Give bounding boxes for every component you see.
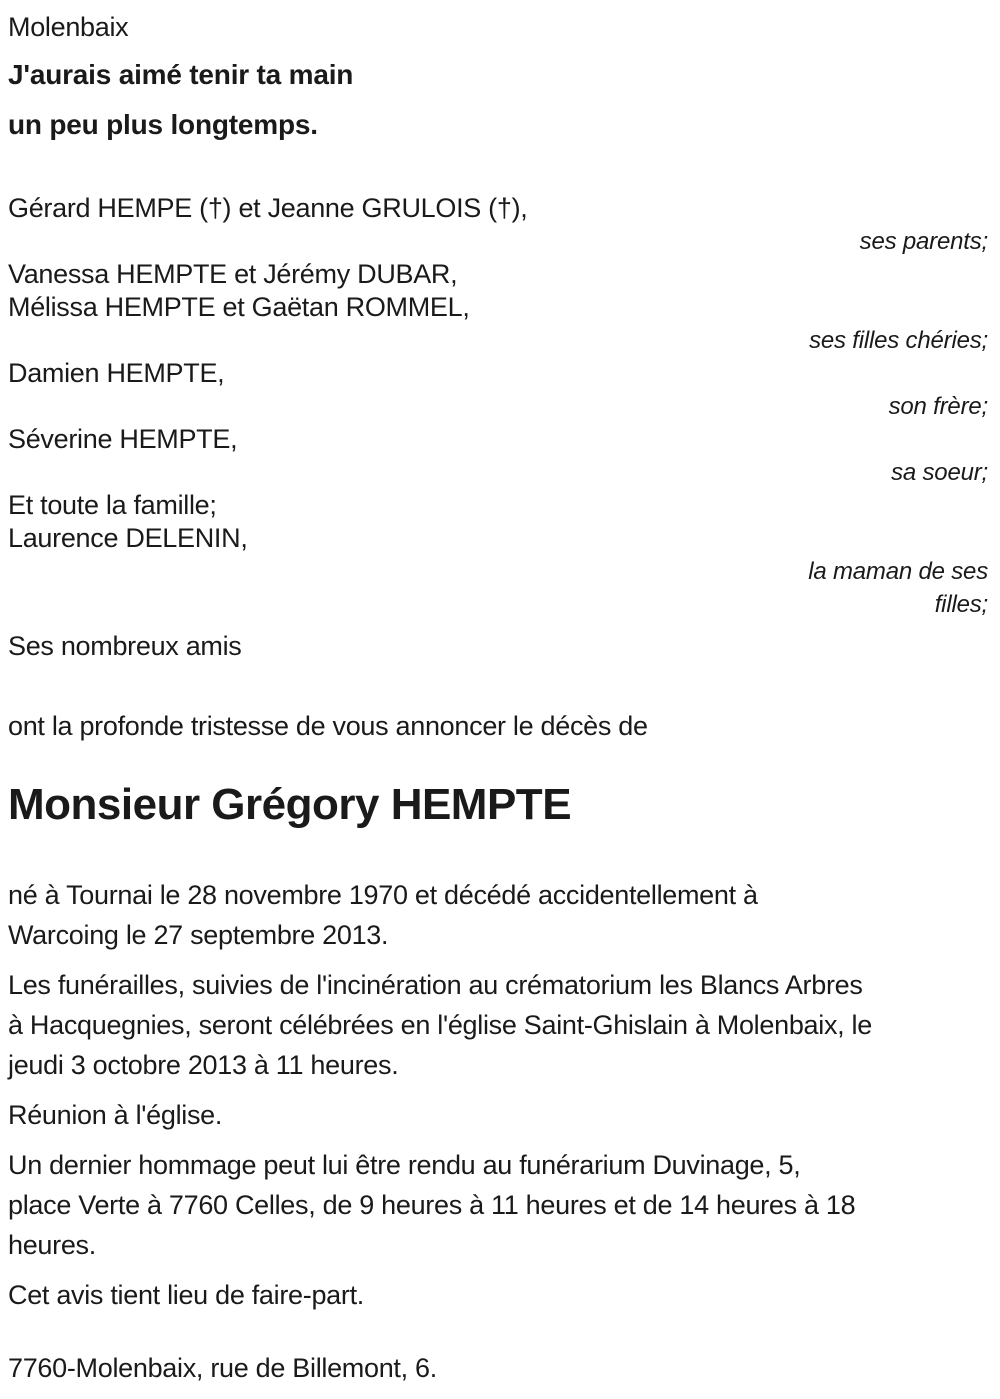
notice-statement-paragraph xyxy=(8,1275,988,1315)
location-label: Molenbaix xyxy=(8,12,129,42)
mourner-relation: la maman de ses xyxy=(808,558,988,585)
meeting-paragraph xyxy=(8,1095,988,1135)
paragraph-line: Réunion à l'église. xyxy=(8,1100,223,1130)
deceased-name-heading: Monsieur Grégory HEMPTE xyxy=(8,780,572,829)
funeral-paragraph xyxy=(8,965,988,1085)
paragraph-line: Les funérailles, suivies de l'incinération au crématorium les Blancs Arbres xyxy=(8,970,863,1000)
epitaph-line-1: J'aurais aimé tenir ta main xyxy=(8,59,354,90)
tribute-paragraph xyxy=(8,1145,988,1265)
mourner-names: Mélissa HEMPTE et Gaëtan ROMMEL, xyxy=(8,292,470,322)
paragraph-line: Warcoing le 27 septembre 2013. xyxy=(8,920,389,950)
mourner-names: Et toute la famille; xyxy=(8,490,217,520)
mourner-names: Séverine HEMPTE, xyxy=(8,424,238,454)
mourner-relation: son frère; xyxy=(888,393,988,420)
mourner-names: Ses nombreux amis xyxy=(8,631,242,661)
family-address-paragraph xyxy=(8,1348,988,1388)
paragraph-line: à Hacquegnies, seront célébrées en l'église Saint-Ghislain à Molenbaix, le xyxy=(8,1010,872,1040)
birth-death-paragraph xyxy=(8,875,988,955)
mourner-relation: ses filles chéries; xyxy=(809,327,988,354)
announcement-text: ont la profonde tristesse de vous annoncer le décès de xyxy=(8,711,648,741)
mourner-names: Laurence DELENIN, xyxy=(8,523,248,553)
mourners-list xyxy=(8,192,988,663)
mourner-relation: ses parents; xyxy=(859,228,988,255)
paragraph-line: jeudi 3 octobre 2013 à 11 heures. xyxy=(8,1050,399,1080)
mourner-relation: filles; xyxy=(934,591,988,618)
mourner-relation: sa soeur; xyxy=(891,459,988,486)
paragraph-line: 7760-Molenbaix, rue de Billemont, 6. xyxy=(8,1353,437,1383)
epitaph-line-2: un peu plus longtemps. xyxy=(8,109,318,140)
mourner-names: Damien HEMPTE, xyxy=(8,358,225,388)
paragraph-line: Cet avis tient lieu de faire-part. xyxy=(8,1280,364,1310)
paragraph-line: heures. xyxy=(8,1230,96,1260)
notice-body xyxy=(8,875,988,1388)
paragraph-line: Un dernier hommage peut lui être rendu au funérarium Duvinage, 5, xyxy=(8,1150,801,1180)
mourner-names: Vanessa HEMPTE et Jérémy DUBAR, xyxy=(8,259,458,289)
paragraph-line: né à Tournai le 28 novembre 1970 et décédé accidentellement à xyxy=(8,880,758,910)
paragraph-line: place Verte à 7760 Celles, de 9 heures à 11 heures et de 14 heures à 18 xyxy=(8,1190,856,1220)
mourner-names: Gérard HEMPE (†) et Jeanne GRULOIS (†), xyxy=(8,193,528,223)
